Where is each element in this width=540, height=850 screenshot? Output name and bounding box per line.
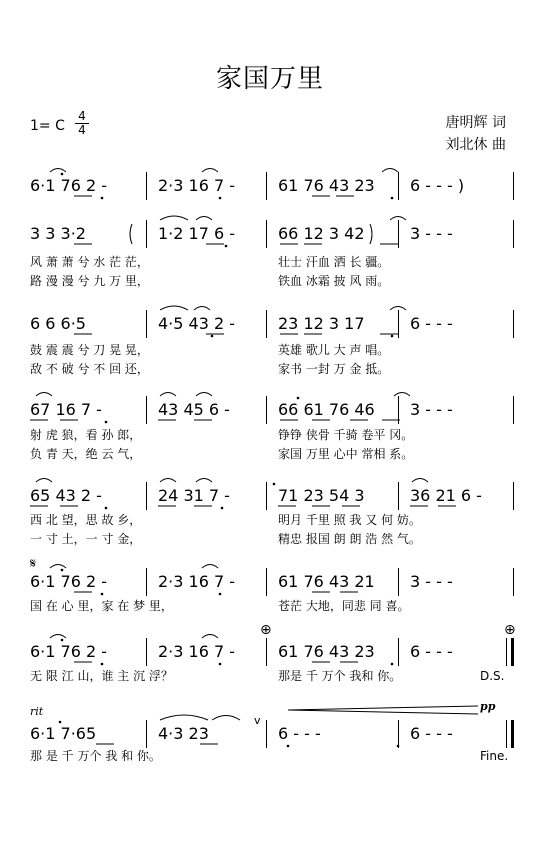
measure: 65 43 2 - — [30, 486, 102, 505]
measure: 6·1 7·65 — [30, 724, 97, 743]
measure: 6 - - - — [278, 724, 321, 743]
pp-marking: pp — [480, 700, 496, 713]
lyric-text: 国 在 心 里，家 在 梦 里， — [30, 599, 173, 613]
measure: 6 - - - ) — [410, 176, 465, 195]
composer-credit: 刘北休 曲 — [445, 137, 506, 153]
lyric-text: 精忠 报国 朗 朗 浩 然 气。 — [278, 532, 421, 546]
key-signature: 1= C — [30, 118, 65, 134]
lyric-text: 敌 不 破 兮 不 回 还， — [30, 362, 149, 376]
lyric-text: 西 北 望，思 故 乡， — [30, 513, 142, 527]
measure: 3 - - - — [410, 572, 453, 591]
measure: 61 76 43 23 — [278, 176, 375, 195]
lyric-text: 铁血 冰霜 披 风 雨。 — [278, 274, 390, 288]
lyric-text: 英雄 歌儿 大 声 唱。 — [278, 343, 390, 357]
measure: 24 31 7 - — [158, 486, 230, 505]
time-signature-bottom: 4 — [78, 123, 86, 137]
measure: 3 - - - — [410, 224, 453, 243]
measure: 3 - - - — [410, 400, 453, 419]
lyric-text: 鼓 震 震 兮 刀 晃 晃， — [30, 343, 149, 357]
rit-marking: rit — [30, 705, 44, 718]
measure: 2·3 16 7 - — [158, 176, 236, 195]
song-title: 家国万里 — [215, 64, 324, 94]
measure: 6 6 6·5 — [30, 314, 86, 333]
lyric-text: 苍茫 大地，同悲 同 喜。 — [278, 599, 410, 613]
breath-mark: v — [254, 714, 261, 727]
measure: 6·1 76 2 - — [30, 642, 108, 661]
lyric-text: 无 限 江 山，谁 主 沉 浮？ — [30, 669, 173, 683]
measure: 2·3 16 7 - — [158, 572, 236, 591]
measure: 6·1 76 2 - — [30, 572, 108, 591]
lyric-text: 家国 万里 心中 常相 系。 — [278, 447, 414, 461]
measure: 66 12 3 42 — [278, 224, 365, 243]
measure: 6 - - - — [410, 314, 453, 333]
measure: 43 45 6 - — [158, 400, 230, 419]
measure: 36 21 6 - — [410, 486, 482, 505]
segno-icon: 𝄋 — [30, 556, 37, 572]
measure: 67 16 7 - — [30, 400, 102, 419]
lyric-text: 那 是 千 万个 我 和 你。 — [30, 749, 161, 763]
coda-icon: ⊕ — [260, 622, 272, 638]
measure: 6 - - - — [410, 642, 453, 661]
lyric-text: 一 寸 土，一 寸 金， — [30, 532, 142, 546]
measure: 71 23 54 3 — [278, 486, 365, 505]
measure: 4·5 43 2 - — [158, 314, 236, 333]
measure: 1·2 17 6 - — [158, 224, 236, 243]
ds-marking: D.S. — [480, 669, 505, 683]
fine-marking: Fine. — [480, 749, 509, 763]
measure: 4·3 23 — [158, 724, 209, 743]
coda-icon: ⊕ — [504, 622, 516, 638]
measure: 6 - - - — [410, 724, 453, 743]
lyric-text: 风 萧 萧 兮 水 茫 茫， — [30, 255, 149, 269]
measure: 6·1 76 2 - — [30, 176, 108, 195]
time-signature-top: 4 — [78, 109, 86, 123]
lyricist-credit: 唐明辉 词 — [445, 115, 506, 131]
lyric-text: 家书 一封 万 金 抵。 — [278, 362, 390, 376]
lyric-text: 负 青 天，绝 云 气， — [30, 447, 142, 461]
lyric-text: 明月 千里 照 我 又 何 妨。 — [278, 513, 421, 527]
lyric-text: 壮士 汗血 洒 长 疆。 — [278, 255, 390, 269]
measure: 61 76 43 23 — [278, 642, 375, 661]
measure: 2·3 16 7 - — [158, 642, 236, 661]
lyric-text: 铮铮 侠骨 千骑 卷平 冈。 — [278, 428, 414, 442]
measure: 66 61 76 46 — [278, 400, 375, 419]
lyric-text: 那是 千 万个 我和 你。 — [278, 669, 402, 683]
lyric-text: 射 虎 狼，看 孙 郎， — [30, 428, 142, 442]
measure: 23 12 3 17 — [278, 314, 365, 333]
measure: 61 76 43 21 — [278, 572, 375, 591]
lyric-text: 路 漫 漫 兮 九 万 里， — [30, 274, 149, 288]
measure: 3 3 3·2 — [30, 224, 86, 243]
